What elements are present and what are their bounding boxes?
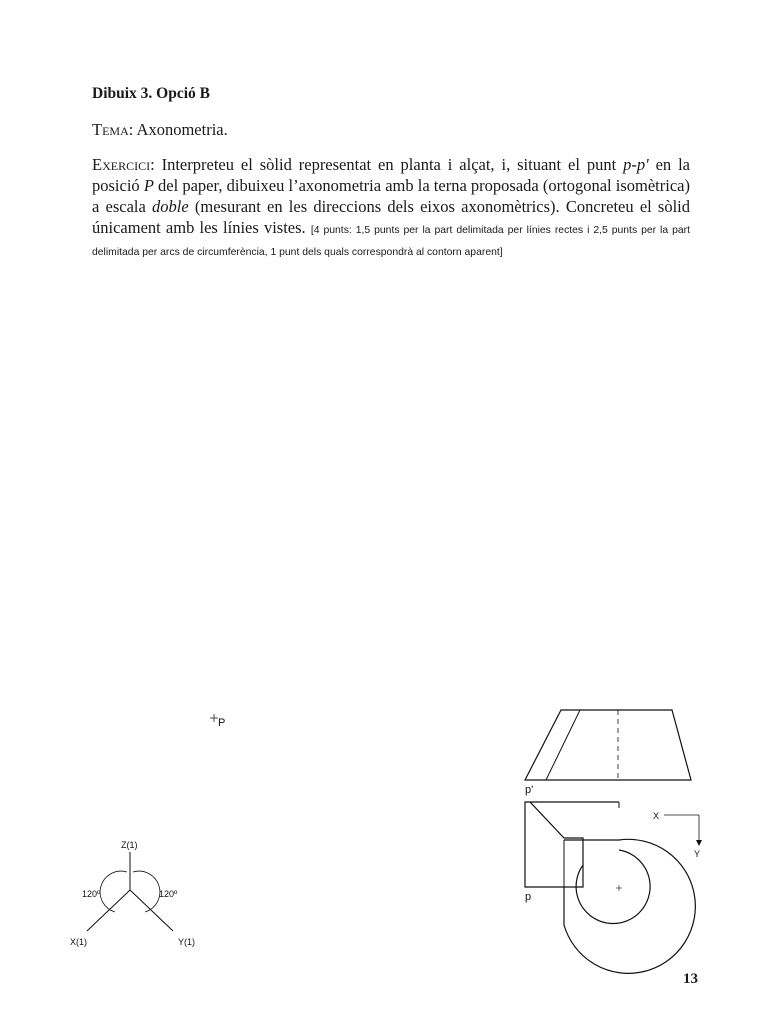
views-y-label: Y (694, 849, 701, 859)
y-axis-label: Y(1) (178, 937, 196, 947)
elevation-outline (525, 710, 691, 780)
exercise-text-4: (mesurant en les direccions dels eixos axonomètrics). Concreteu el sòlid únicament amb les línies vistes. (92, 196, 691, 237)
ref-y-arrow (696, 840, 702, 846)
elevation-edge (546, 710, 580, 780)
views-reference-axes (653, 811, 702, 859)
views-x-label: X (653, 811, 660, 821)
plan-inner-arc (576, 850, 650, 924)
scale-word: doble (152, 196, 189, 216)
plan-outer-arc (564, 839, 695, 973)
position-label: P (218, 717, 226, 729)
point-pp: p-p' (623, 155, 649, 174)
elevation-view (525, 710, 691, 796)
plan-point-label: p (525, 891, 532, 903)
x-axis-label: X(1) (70, 937, 88, 947)
exercise-text-1: : Interpreteu el sòlid representat en planta i alçat, i, situant el punt (150, 155, 624, 174)
exercise-label: Exercici (92, 155, 151, 174)
angle-label-left: 120º (82, 889, 101, 899)
angle-label-right: 120º (159, 889, 178, 899)
axes-diagram (70, 840, 195, 947)
exercise-text-3: del paper, dibuixeu l’axonometria amb la terna proposada (ortogonal isomètrica) a escala (92, 175, 690, 216)
topic-label: Tema (92, 120, 129, 139)
page-number: 13 (683, 971, 698, 987)
position-marker (210, 714, 225, 729)
topic-value: : Axonometria. (128, 120, 228, 139)
exercise-title: Dibuix 3. Opció B (92, 85, 210, 102)
exercise-text-2: en la posició (92, 155, 691, 195)
plan-block-outline (525, 802, 583, 887)
plan-view (525, 802, 695, 973)
z-axis-label: Z(1) (121, 840, 138, 850)
point-P: P (143, 175, 154, 195)
elevation-point-label: p' (525, 784, 534, 796)
scoring-note: [4 punts: 1,5 punts per la part delimitada per línies rectes i 2,5 punts per la part delimitada per arcs de circumferència, 1 punt dels quals correspondrà al contorn aparent] (92, 224, 690, 259)
